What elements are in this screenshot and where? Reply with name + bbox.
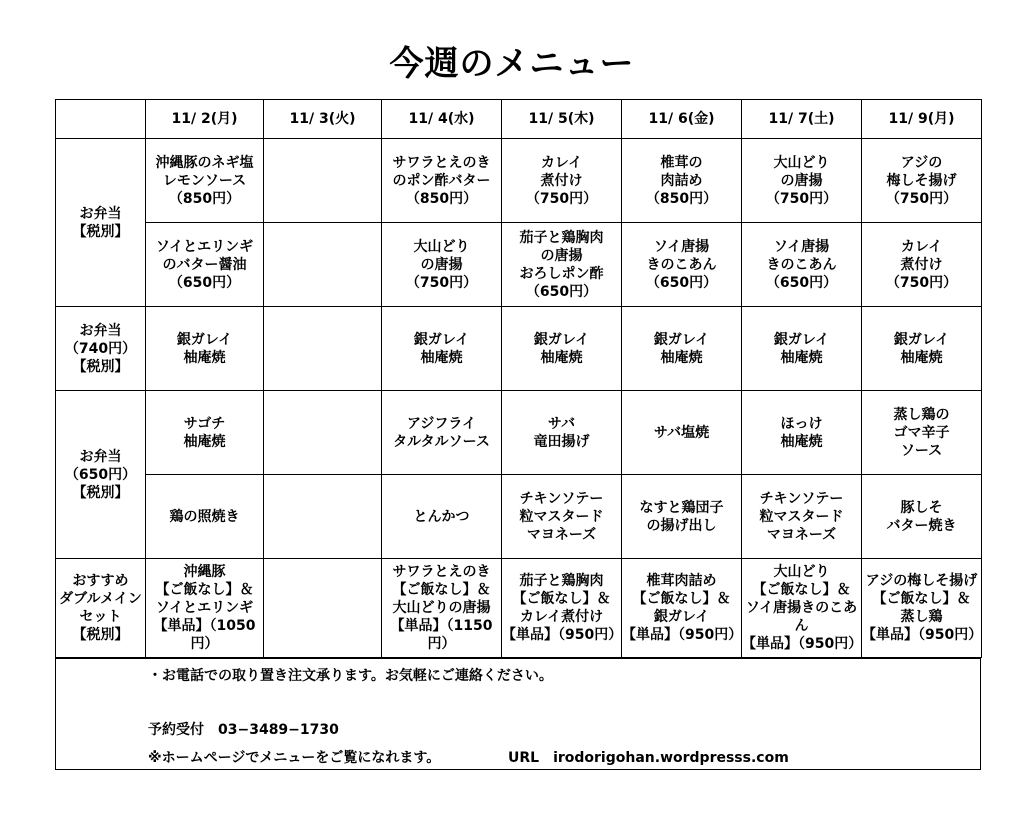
header-date: 11/ 9(月): [862, 100, 982, 139]
menu-cell: [264, 475, 382, 559]
menu-cell: [264, 391, 382, 475]
menu-cell: なすと鶏団子 の揚げ出し: [622, 475, 742, 559]
menu-cell: サバ 竜田揚げ: [502, 391, 622, 475]
menu-cell: 大山どり 【ご飯なし】＆ ソイ唐揚きのこあん 【単品】（950円）: [742, 559, 862, 658]
header-date: 11/ 5(木): [502, 100, 622, 139]
bento-650-row-1: [56, 391, 982, 475]
header-date: 11/ 2(月): [146, 100, 264, 139]
bento-taxed-row-2: [56, 223, 982, 307]
header-date: 11/ 7(土): [742, 100, 862, 139]
bento-taxed-label: お弁当 【税別】: [56, 139, 146, 307]
menu-cell: ほっけ 柚庵焼: [742, 391, 862, 475]
double-main-row: [56, 559, 982, 658]
menu-cell: 大山どり の唐揚 （750円）: [382, 223, 502, 307]
menu-cell: アジの 梅しそ揚げ （750円）: [862, 139, 982, 223]
menu-cell: [264, 223, 382, 307]
homepage-notice: ※ホームページでメニューをご覧になれます。: [148, 750, 441, 766]
menu-cell: カレイ 煮付け （750円）: [862, 223, 982, 307]
menu-cell: 沖縄豚のネギ塩 レモンソース （850円）: [146, 139, 264, 223]
menu-cell: ソイとエリンギ のバター醤油 （650円）: [146, 223, 264, 307]
menu-cell: [264, 559, 382, 658]
bento-650-label: お弁当 （650円） 【税別】: [56, 391, 146, 559]
menu-cell: [264, 139, 382, 223]
menu-cell: 銀ガレイ 柚庵焼: [742, 307, 862, 391]
header-date: 11/ 3(火): [264, 100, 382, 139]
menu-cell: サバ塩焼: [622, 391, 742, 475]
menu-cell: 茄子と鶏胸肉 の唐揚 おろしポン酢 （650円）: [502, 223, 622, 307]
menu-cell: 銀ガレイ 柚庵焼: [622, 307, 742, 391]
menu-cell: [264, 307, 382, 391]
page-title: 今週のメニュー: [389, 44, 635, 84]
menu-cell: 銀ガレイ 柚庵焼: [862, 307, 982, 391]
menu-cell: サワラとえのき 【ご飯なし】＆ 大山どりの唐揚 【単品】（1150円）: [382, 559, 502, 658]
menu-cell: 銀ガレイ 柚庵焼: [502, 307, 622, 391]
menu-cell: 蒸し鶏の ゴマ辛子 ソース: [862, 391, 982, 475]
footer-notes: [55, 658, 981, 770]
menu-cell: アジの梅しそ揚げ 【ご飯なし】＆ 蒸し鶏 【単品】（950円）: [862, 559, 982, 658]
menu-cell: 豚しそ バター焼き: [862, 475, 982, 559]
header-corner: [56, 100, 146, 139]
menu-cell: アジフライ タルタルソース: [382, 391, 502, 475]
header-date: 11/ 4(水): [382, 100, 502, 139]
menu-cell: 沖縄豚 【ご飯なし】＆ ソイとエリンギ 【単品】（1050円）: [146, 559, 264, 658]
menu-cell: ソイ唐揚 きのこあん （650円）: [622, 223, 742, 307]
header-date: 11/ 6(金): [622, 100, 742, 139]
bento-taxed-row-1: [56, 139, 982, 223]
menu-cell: チキンソテー 粒マスタード マヨネーズ: [742, 475, 862, 559]
menu-cell: カレイ 煮付け （750円）: [502, 139, 622, 223]
menu-cell: チキンソテー 粒マスタード マヨネーズ: [502, 475, 622, 559]
menu-cell: 椎茸肉詰め 【ご飯なし】＆ 銀ガレイ 【単品】（950円）: [622, 559, 742, 658]
bento-740-row: [56, 307, 982, 391]
menu-cell: ソイ唐揚 きのこあん （650円）: [742, 223, 862, 307]
weekly-menu-table: [55, 99, 982, 658]
menu-cell: 銀ガレイ 柚庵焼: [146, 307, 264, 391]
double-main-label: おすすめ ダブルメイン セット 【税別】: [56, 559, 146, 658]
menu-cell: とんかつ: [382, 475, 502, 559]
header-row: [56, 100, 982, 139]
bento-650-row-2: [56, 475, 982, 559]
menu-cell: サゴチ 柚庵焼: [146, 391, 264, 475]
bento-740-label: お弁当 （740円） 【税別】: [56, 307, 146, 391]
phone-order-notice: ・お電話での取り置き注文承ります。お気軽にご連絡ください。: [148, 668, 553, 684]
website-url[interactable]: URL irodorigohan.wordpresss.com: [508, 750, 789, 766]
menu-cell: 大山どり の唐揚 （750円）: [742, 139, 862, 223]
menu-cell: 鶏の照焼き: [146, 475, 264, 559]
menu-cell: 椎茸の 肉詰め （850円）: [622, 139, 742, 223]
menu-cell: 茄子と鶏胸肉 【ご飯なし】＆ カレイ煮付け 【単品】（950円）: [502, 559, 622, 658]
menu-cell: サワラとえのき のポン酢バター （850円）: [382, 139, 502, 223]
menu-cell: 銀ガレイ 柚庵焼: [382, 307, 502, 391]
reservation-phone: 予約受付 03−3489−1730: [148, 722, 339, 738]
